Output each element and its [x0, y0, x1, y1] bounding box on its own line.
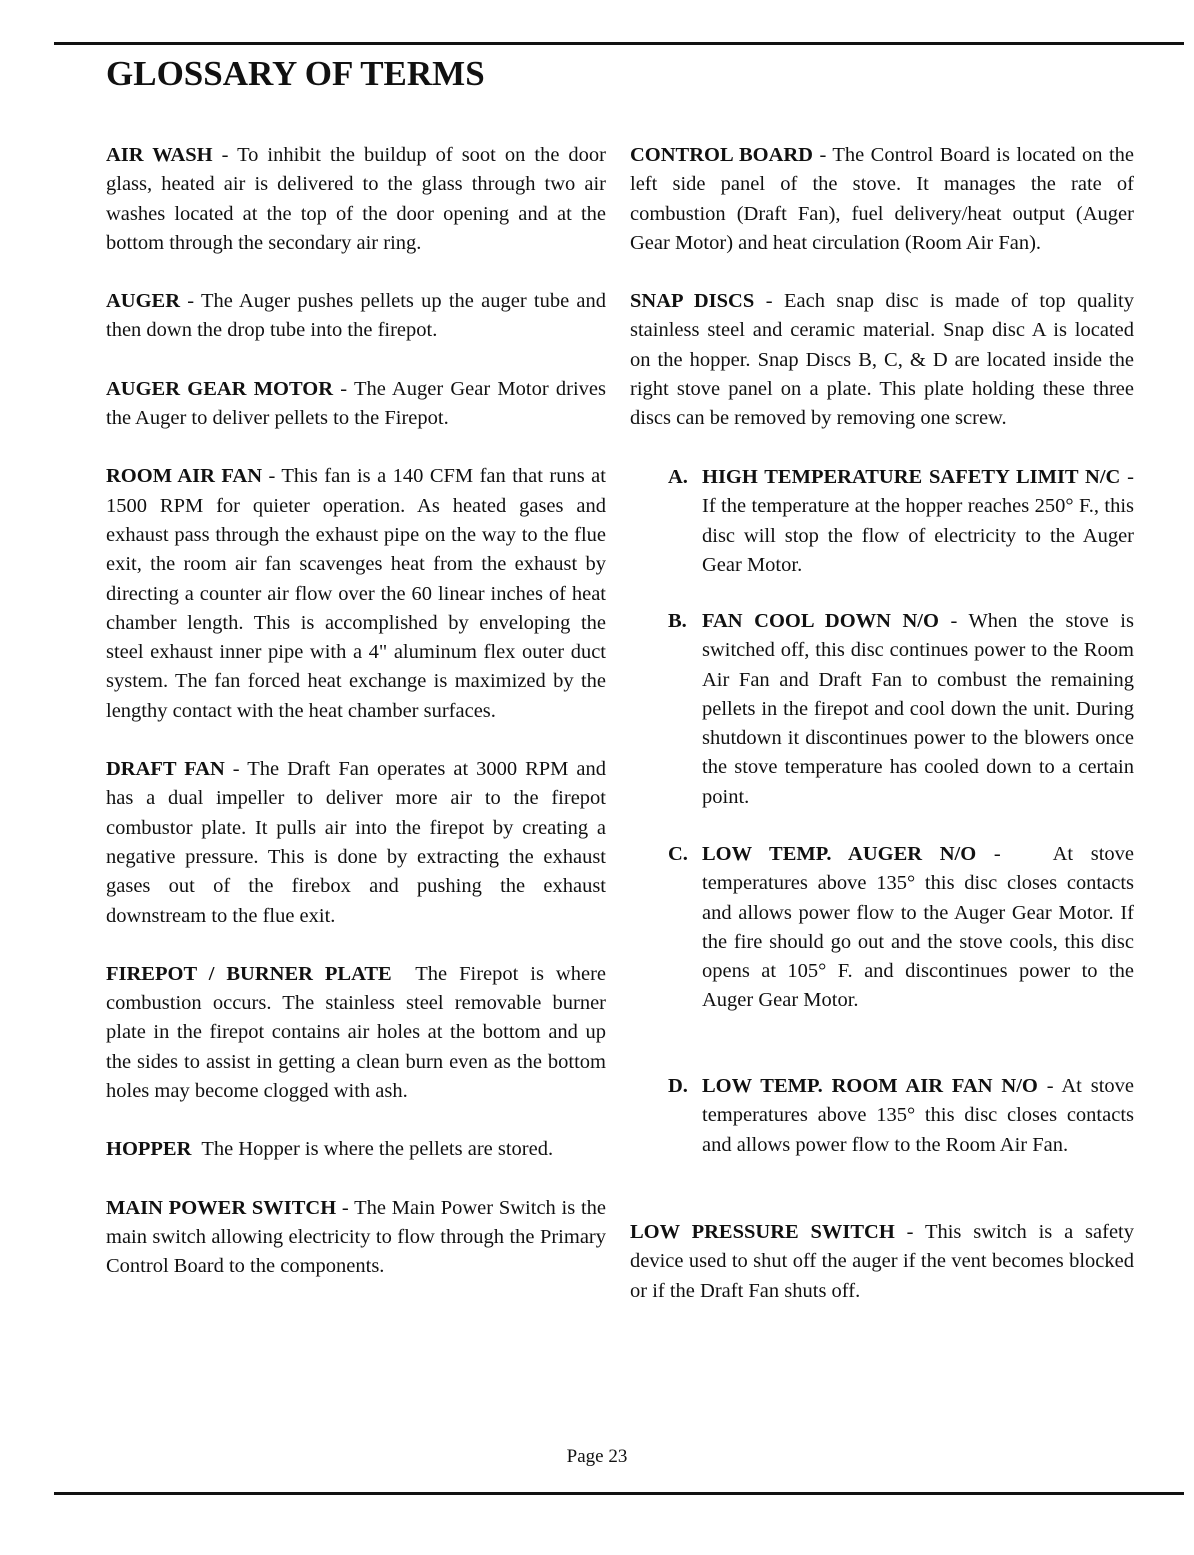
entry-definition: The Main Power Switch is the main switch allowing electricity to flow through the Primary Control Board to the components. [106, 1196, 606, 1278]
entry-separator: - [894, 1221, 925, 1243]
entry-definition: Each snap disc is made of top quality stainless steel and ceramic material. Snap disc A is located on the hopper. Snap Discs B, C, & D are located inside the right stove panel on a plate. This plate holding these three discs can be removed by removing one screw. [630, 290, 1134, 430]
snap-disc-item-c [668, 840, 1134, 1016]
entry-separator: - [976, 843, 1053, 865]
snap-disc-item-d [668, 1072, 1134, 1160]
entry-definition: The Draft Fan operates at 3000 RPM and has a dual impeller to deliver more air to the firepot combustor plate. It pulls air into the firepot by creating a negative pressure. This is done by extracting the exhaust gases out of the firebox and pushing the exhaust downstream to the flue exit. [106, 758, 606, 927]
entry-definition: The Firepot is where combustion occurs. The stainless steel removable burner plate in the firepot contains air holes at the bottom and up the sides to assist in getting a clean burn even as the bottom holes may become clogged with ash. [106, 962, 606, 1103]
entry-definition: This switch is a safety device used to shut off the auger if the vent becomes blocked or if the Draft Fan shuts off. [630, 1221, 1134, 1302]
page-number: Page 23 [566, 1446, 628, 1467]
entry-term: AUGER GEAR MOTOR [106, 377, 334, 400]
glossary-entry-firepot-burner-plate [106, 960, 606, 1106]
entry-separator: - [754, 290, 784, 313]
low-pressure-switch-block [630, 1218, 1134, 1306]
entry-separator [392, 963, 416, 985]
entry-separator: - [1120, 466, 1135, 488]
entry-definition: To inhibit the buildup of soot on the door glass, heated air is delivered to the glass through two air washes located at the top of the door opening and at the bottom through the secondary air ring. [106, 144, 606, 254]
entry-separator: - [180, 290, 201, 313]
entry-separator: - [813, 144, 833, 166]
entry-term: SNAP DISCS [630, 290, 755, 313]
entry-term: HIGH TEMPERATURE SAFETY LIMIT N/C [702, 466, 1121, 488]
entry-separator [191, 1138, 201, 1160]
snap-disc-description [702, 607, 1134, 812]
entry-term: AUGER [106, 290, 181, 313]
glossary-entry-snap-discs [630, 287, 1134, 433]
glossary-entry-hopper [106, 1135, 606, 1164]
right-column [630, 141, 1134, 434]
entry-term: MAIN POWER SWITCH [106, 1196, 337, 1219]
list-letter: D. [668, 1075, 688, 1097]
entry-definition: This fan is a 140 CFM fan that runs at 1500 RPM for quieter operation. As heated gases and exhaust pass through the exhaust pipe on the way to the flue exit, the room air fan scavenges heat from the exhaust by directing a counter air flow over the 60 linear inches of heat chamber length. This is accomplished by enveloping the steel exhaust inner pipe with a 4" aluminum flex outer duct system. The fan forced heat exchange is maximized by the lengthy contact with the heat chamber surfaces. [106, 465, 606, 722]
snap-disc-description [702, 463, 1134, 580]
glossary-entry-air-wash [106, 141, 606, 258]
entry-term: CONTROL BOARD [630, 144, 813, 166]
entry-term: LOW TEMP. AUGER N/O [702, 843, 977, 865]
snap-disc-description [702, 1072, 1134, 1160]
entry-term: LOW TEMP. ROOM AIR FAN N/O [702, 1075, 1038, 1097]
entry-term: FIREPOT / BURNER PLATE [106, 962, 392, 985]
entry-term: ROOM AIR FAN [106, 465, 263, 488]
entry-term: LOW PRESSURE SWITCH [630, 1221, 895, 1243]
entry-definition: If the temperature at the hopper reaches 250° F., this disc will stop the flow of electricity to the Auger Gear Motor. [702, 495, 1134, 576]
left-column [106, 141, 606, 1282]
glossary-entry-main-power-switch [106, 1194, 606, 1282]
entry-separator: - [333, 377, 354, 400]
list-letter: A. [668, 466, 688, 488]
entry-definition: When the stove is switched off, this disc continues power to the Room Air Fan and Draft Fan to combust the remaining pellets in the firepot and cool down the unit. During shutdown it discontinues power to the blowers once the stove temperature has cooled down to a certain point. [702, 610, 1134, 808]
entry-separator: - [262, 465, 282, 488]
entry-definition: At stove temperatures above 135° this disc closes contacts and allows power flow to the Room Air Fan. [702, 1075, 1134, 1156]
entry-definition: The Control Board is located on the left side panel of the stove. It manages the rate of combustion (Draft Fan), fuel delivery/heat output (Auger Gear Motor) and heat circulation (Room Air Fan). [630, 144, 1134, 254]
entry-definition: The Hopper is where the pellets are stored. [201, 1138, 554, 1161]
top-rule [54, 42, 1184, 45]
list-letter: B. [668, 610, 687, 632]
list-letter: C. [668, 843, 688, 865]
bottom-rule [54, 1492, 1184, 1495]
snap-disc-item-a [668, 463, 1134, 580]
entry-separator: - [224, 758, 248, 781]
entry-term: HOPPER [106, 1138, 192, 1161]
glossary-entry-low-pressure-switch [630, 1218, 1134, 1306]
entry-separator: - [938, 610, 969, 632]
entry-term: FAN COOL DOWN N/O [702, 610, 939, 632]
entry-term: AIR WASH [106, 144, 213, 166]
entry-definition: At stove temperatures above 135° this disc closes contacts and allows power flow to the Auger Gear Motor. If the fire should go out and the stove cools, this disc opens at 105° F. and discontinues power to the Auger Gear Motor. [702, 843, 1135, 1012]
entry-term: DRAFT FAN [106, 758, 225, 781]
glossary-entry-auger [106, 287, 606, 346]
entry-definition: The Auger pushes pellets up the auger tube and then down the drop tube into the firepot. [106, 290, 606, 342]
glossary-entry-room-air-fan [106, 462, 606, 726]
snap-disc-item-b [668, 607, 1134, 812]
glossary-entry-auger-gear-motor [106, 375, 606, 434]
entry-separator: - [336, 1196, 355, 1219]
snap-disc-description [702, 840, 1134, 1016]
entry-separator: - [1037, 1075, 1062, 1097]
entry-definition: The Auger Gear Motor drives the Auger to deliver pellets to the Firepot. [106, 377, 606, 430]
glossary-entry-draft-fan [106, 755, 606, 931]
entry-separator: - [212, 144, 238, 166]
glossary-entry-control-board [630, 141, 1134, 258]
page-title: GLOSSARY OF TERMS [106, 54, 485, 93]
